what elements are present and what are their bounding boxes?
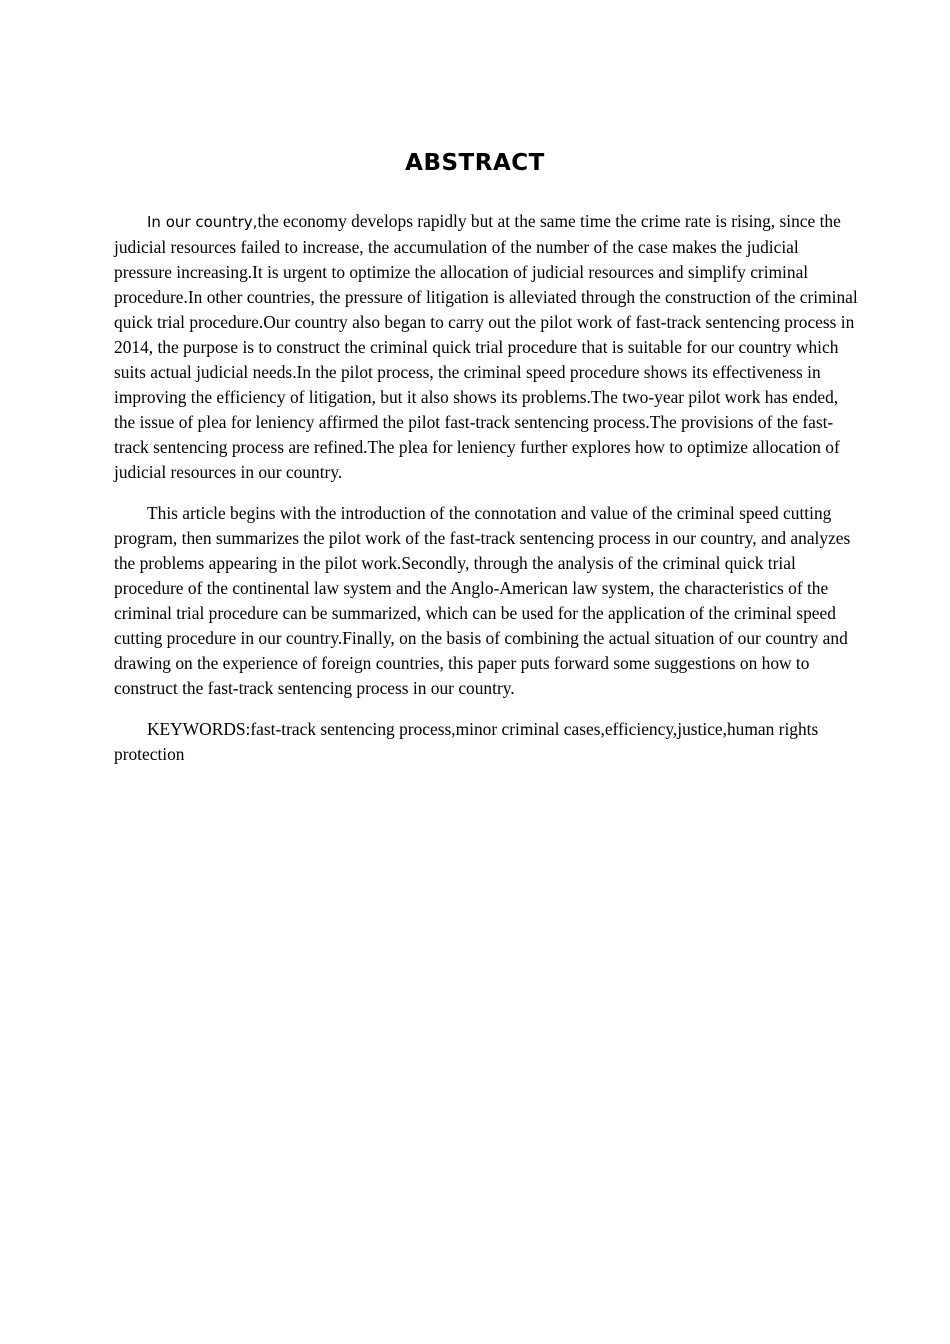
abstract-paragraph-1	[114, 209, 860, 485]
abstract-title: ABSTRACT	[405, 150, 545, 176]
keywords-line: KEYWORDS:fast-track sentencing process,minor criminal cases,efficiency,justice,human rights protection	[114, 719, 819, 764]
abstract-body	[114, 209, 860, 783]
paragraph-1-text: the economy develops rapidly but at the same time the crime rate is rising, since the judicial resources failed to increase, the accumulation of the number of the case makes the judicial pressure increasing.It is urgent to optimize the allocation of judicial resources and simplify criminal procedure.In other countries, the pressure of litigation is alleviated through the construction of the criminal quick trial procedure.Our country also began to carry out the pilot work of fast-track sentencing process in 2014, the purpose is to construct the criminal quick trial procedure that is suitable for our country which suits actual judicial needs.In the pilot process, the criminal speed procedure shows its effectiveness in improving the efficiency of litigation, but it also shows its problems.The two-year pilot work has ended, the issue of plea for leniency affirmed the pilot fast-track sentencing process.The provisions of the fast-track sentencing process are refined.The plea for leniency further explores how to optimize allocation of judicial resources in our country.	[114, 211, 858, 482]
paragraph-1-lead: In our country,	[147, 213, 258, 231]
abstract-paragraph-2: This article begins with the introduction of the connotation and value of the criminal speed cutting program, then summarizes the pilot work of the fast-track sentencing process in our country, and analyzes the problems appearing in the pilot work.Secondly, through the analysis of the criminal quick trial procedure of the continental law system and the Anglo-American law system, the characteristics of the criminal trial procedure can be summarized, which can be used for the application of the criminal speed cutting procedure in our country.Finally, on the basis of combining the actual situation of our country and drawing on the experience of foreign countries, this paper puts forward some suggestions on how to construct the fast-track sentencing process in our country.	[114, 503, 851, 698]
